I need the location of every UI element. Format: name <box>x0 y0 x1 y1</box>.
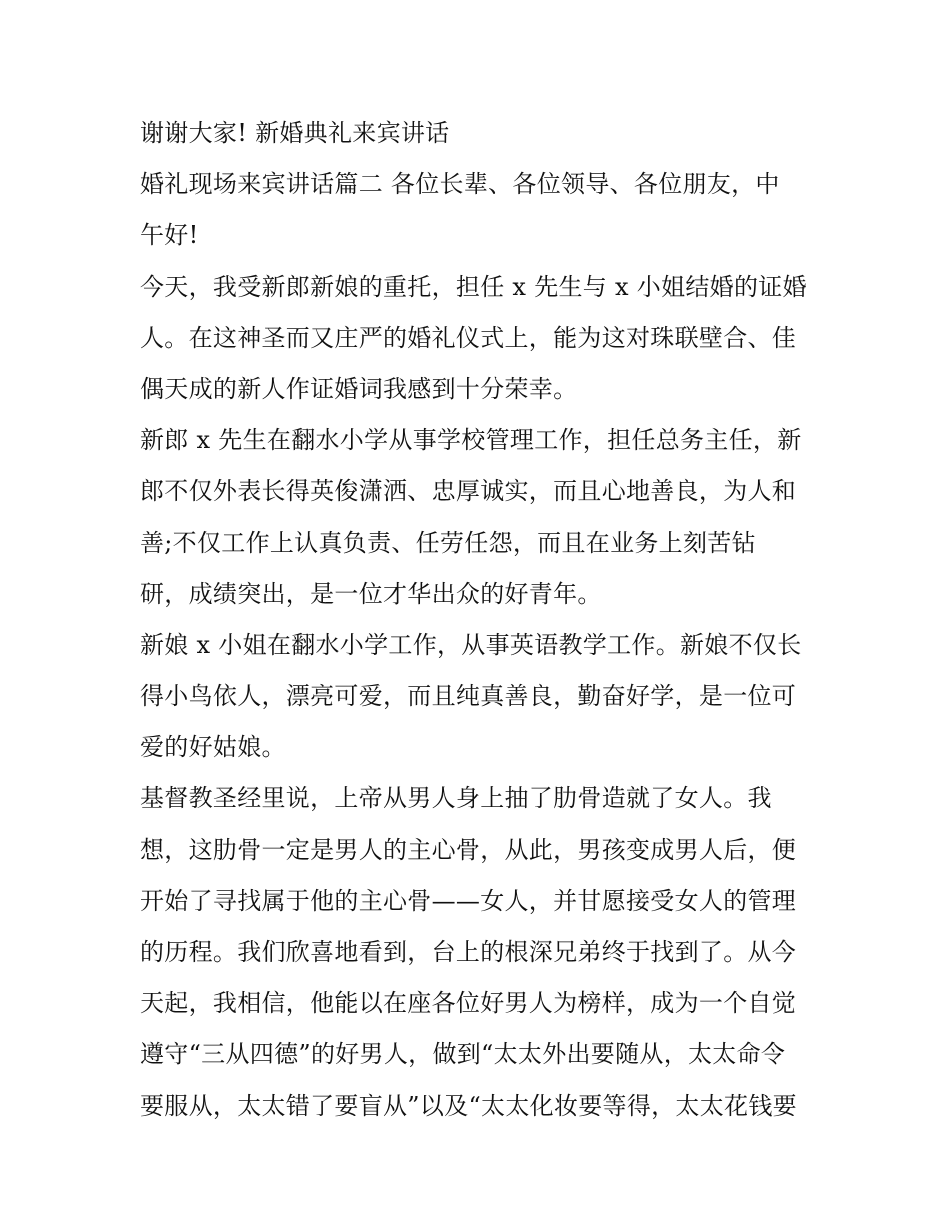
text-line: 开始了寻找属于他的主心骨——女人，并甘愿接受女人的管理 <box>140 886 797 915</box>
text-line: 的历程。我们欣喜地看到，台上的根深兄弟终于找到了。从今 <box>140 938 797 966</box>
document-body <box>140 108 820 1132</box>
text-line: 新郎 x 先生在翻水小学从事学校管理工作，担任总务主任，新 <box>140 426 802 455</box>
text-line: 研，成绩突出，是一位才华出众的好青年。 <box>140 579 602 608</box>
text-line: 要服从，太太错了要盲从”以及“太太化妆要等得，太太花钱要 <box>140 1091 797 1120</box>
text-line: 遵守“三从四德”的好男人，做到“太太外出要随从，太太命令 <box>140 1040 786 1069</box>
text-line: 得小鸟依人，漂亮可爱，而且纯真善良，勤奋好学，是一位可 <box>140 682 797 711</box>
text-line: 新娘 x 小姐在翻水小学工作，从事英语教学工作。新娘不仅长 <box>140 630 802 659</box>
text-line: 午好! <box>140 221 199 250</box>
text-line: 爱的好姑娘。 <box>140 733 286 762</box>
text-line: 天起，我相信，他能以在座各位好男人为榜样，成为一个自觉 <box>140 989 797 1018</box>
text-line: 想，这肋骨一定是男人的主心骨，从此，男孩变成男人后，便 <box>140 835 797 864</box>
text-line: 偶天成的新人作证婚词我感到十分荣幸。 <box>140 374 578 403</box>
text-line: 善;不仅工作上认真负责、任劳任怨，而且在业务上刻苦钻 <box>140 528 756 557</box>
text-line: 谢谢大家! 新婚典礼来宾讲话 <box>140 119 450 147</box>
text-line: 人。在这神圣而又庄严的婚礼仪式上，能为这对珠联壁合、佳 <box>140 323 797 352</box>
text-line: 基督教圣经里说，上帝从男人身上抽了肋骨造就了女人。我 <box>140 784 772 813</box>
text-line: 婚礼现场来宾讲话篇二 各位长辈、各位领导、各位朋友，中 <box>140 170 780 199</box>
text-line: 今天，我受新郎新娘的重托，担任 x 先生与 x 小姐结婚的证婚 <box>140 272 807 301</box>
text-line: 郎不仅外表长得英俊潇洒、忠厚诚实，而且心地善良，为人和 <box>140 477 797 506</box>
